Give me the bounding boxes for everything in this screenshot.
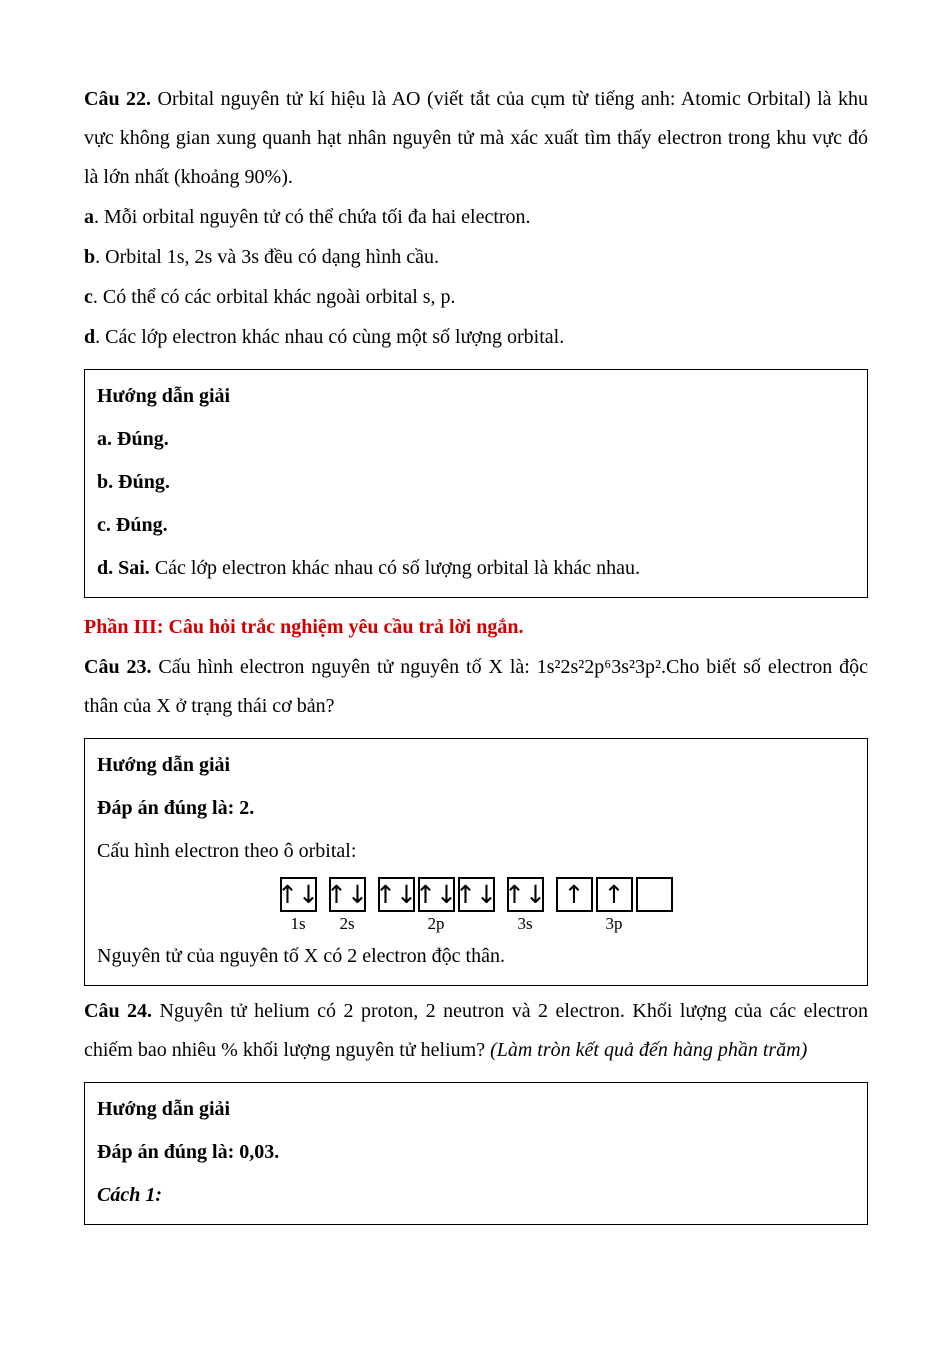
solution-22-b: b. Đúng. (97, 471, 170, 493)
option-c-text: . Có thể có các orbital khác ngoài orbital s, p. (92, 286, 456, 308)
question-22-text: Orbital nguyên tử kí hiệu là AO (viết tắt của cụm từ tiếng anh: Atomic Orbital) là khu vực không gian xung quanh hạt nhân nguyên tử mà xác xuất tìm thấy electron trong khu vực đó là lớn nhất (khoảng 90%). (84, 88, 868, 188)
orbital-cell-3s: ↑↓ (507, 877, 544, 912)
solution-22-d (97, 547, 855, 590)
question-22 (84, 80, 868, 197)
orbital-diagram (97, 877, 855, 935)
orbital-group-2s (326, 877, 368, 935)
question-24 (84, 992, 868, 1070)
option-a (84, 197, 868, 237)
question-23-label: Câu 23. (84, 656, 152, 678)
solution-23-answer: Đáp án đúng là: 2. (97, 797, 255, 819)
question-22-label: Câu 22. (84, 88, 152, 110)
orbital-group-1s (277, 877, 319, 935)
orbital-cell-1s: ↑↓ (280, 877, 317, 912)
option-d-text: . Các lớp electron khác nhau có cùng một số lượng orbital. (95, 326, 565, 348)
question-24-rounding-note: (Làm tròn kết quả đến hàng phần trăm) (490, 1039, 808, 1061)
solution-22-d-verdict: d. Sai. (97, 557, 150, 579)
orbital-cell-2s: ↑↓ (329, 877, 366, 912)
question-24-label: Câu 24. (84, 1000, 153, 1022)
question-23 (84, 648, 868, 726)
orbital-group-2p (375, 877, 497, 935)
orbital-label-2s: 2s (339, 914, 355, 933)
solution-22-title: Hướng dẫn giải (97, 385, 231, 407)
solution-22-a: a. Đúng. (97, 428, 169, 450)
orbital-cell-2p-2: ↑↓ (418, 877, 455, 912)
question-23-text-after: Cho biết số electron độc thân của X ở trạng thái cơ bản? (84, 656, 868, 717)
question-23-text-before: Cấu hình electron nguyên tử nguyên tố X là: (151, 656, 537, 678)
option-c-label: c (84, 286, 93, 308)
solution-24-title: Hướng dẫn giải (97, 1098, 231, 1120)
solution-box-22 (84, 369, 868, 598)
orbital-group-3s (504, 877, 546, 935)
orbital-label-1s: 1s (290, 914, 306, 933)
orbital-label-3p: 3p (605, 914, 623, 933)
orbital-label-3s: 3s (517, 914, 533, 933)
option-b-text: . Orbital 1s, 2s và 3s đều có dạng hình cầu. (95, 246, 439, 268)
orbital-cell-3p-1: ↑ (556, 877, 593, 912)
question-24-text: Nguyên tử helium có 2 proton, 2 neutron và 2 electron. Khối lượng của các electron chiếm bao nhiêu % khối lượng nguyên tử helium? (84, 1000, 868, 1061)
section-3-heading: Phần III: Câu hỏi trắc nghiệm yêu cầu trả lời ngắn. (84, 616, 524, 638)
orbital-cell-2p-1: ↑↓ (378, 877, 415, 912)
option-a-text: . Mỗi orbital nguyên tử có thể chứa tối đa hai electron. (94, 206, 531, 228)
orbital-cell-3p-2: ↑ (596, 877, 633, 912)
orbital-label-2p: 2p (427, 914, 445, 933)
solution-box-24 (84, 1082, 868, 1225)
solution-23-conclusion: Nguyên tử của nguyên tố X có 2 electron độc thân. (97, 945, 505, 967)
solution-box-23 (84, 738, 868, 986)
solution-23-title: Hướng dẫn giải (97, 754, 231, 776)
solution-22-d-explanation: Các lớp electron khác nhau có số lượng orbital là khác nhau. (149, 557, 640, 579)
option-b (84, 237, 868, 277)
solution-22-c: c. Đúng. (97, 514, 168, 536)
solution-24-answer: Đáp án đúng là: 0,03. (97, 1141, 280, 1163)
option-d (84, 317, 868, 357)
solution-23-intro: Cấu hình electron theo ô orbital: (97, 840, 357, 862)
orbital-group-3p (556, 877, 673, 935)
option-c (84, 277, 868, 317)
electron-configuration: 1s²2s²2p⁶3s²3p². (536, 656, 667, 678)
option-a-label: a (84, 206, 94, 228)
orbital-cell-2p-3: ↑↓ (458, 877, 495, 912)
orbital-row (277, 877, 673, 935)
option-d-label: d (84, 326, 96, 348)
orbital-cell-3p-3 (636, 877, 673, 912)
solution-24-method-label: Cách 1: (97, 1184, 162, 1206)
option-b-label: b (84, 246, 96, 268)
